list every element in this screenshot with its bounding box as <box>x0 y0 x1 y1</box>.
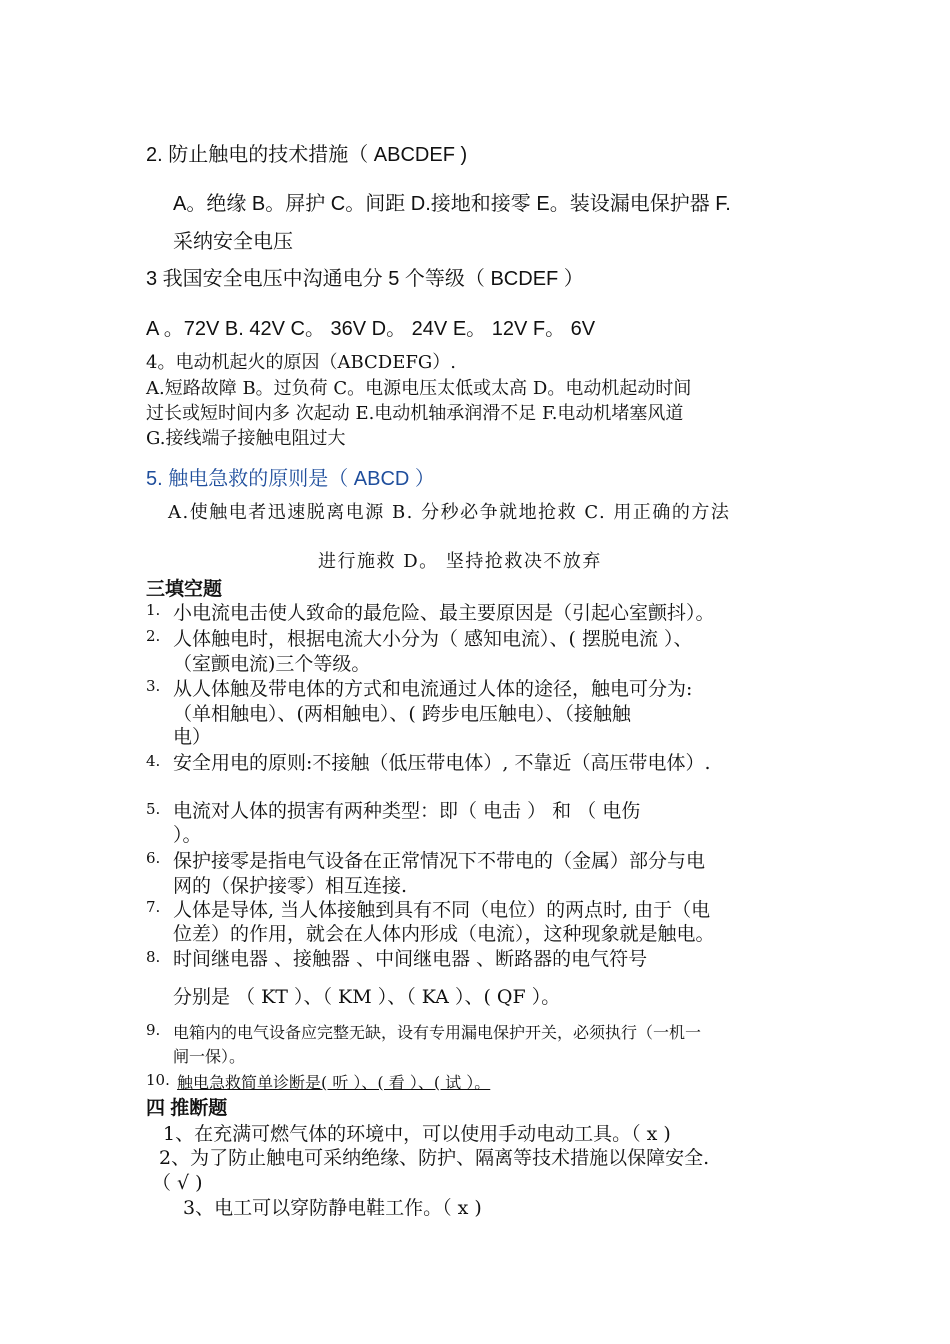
item-number: 2. <box>146 627 161 645</box>
q3-options: A 。72V B. 42V C。 36V D。 24V E。 12V F。 6V <box>146 318 596 340</box>
q4-line1: A.短路故障 B。过负荷 C。电源电压太低或太高 D。电动机起动时间 <box>146 378 692 399</box>
q5-line1: A.使触电者迅速脱离电源 B. 分秒必争就地抢救 C. 用正确的方法 <box>168 502 731 523</box>
q4-title: 4。电动机起火的原因（ABCDEFG）. <box>146 352 456 373</box>
item-text: 网的（保护接零）相互连接. <box>173 875 408 897</box>
item-text: 电流对人体的损害有两种类型：即（ 电击 ） 和 （ 电伤 <box>173 800 641 822</box>
q2-options-line1: A。绝缘 B。屏护 C。间距 D.接地和接零 E。装设漏电保护器 F. <box>173 193 731 215</box>
q2-options-line2: 采纳安全电压 <box>173 231 293 253</box>
item-text: 2、为了防止触电可采纳绝缘、防护、隔离等技术措施以保障安全. <box>159 1147 710 1169</box>
item-text: （ √ ) <box>152 1172 203 1194</box>
q4-line2: 过长或短时间内多 次起动 E.电动机轴承润滑不足 F.电动机堵塞风道 <box>146 403 684 424</box>
item-text: 分别是 （ KT ）、（ KM ）、（ KA ）、( QF ）。 <box>173 986 561 1008</box>
item-text: ）。 <box>173 824 202 846</box>
item-number: 3. <box>146 677 161 695</box>
item-number: 4. <box>146 752 161 770</box>
item-text: 触电急救简单诊断是( 听 ）、( 看 ）、( 试 ）。 <box>177 1073 491 1092</box>
item-text: 时间继电器 、接触器 、中间继电器 、断路器的电气符号 <box>173 948 648 970</box>
item-text: 小电流电击使人致命的最危险、最主要原因是（引起心室颤抖）。 <box>173 602 715 624</box>
item-text: 人体是导体, 当人体接触到具有不同（电位）的两点时, 由于（电 <box>173 899 711 921</box>
item-number: 5. <box>146 800 161 818</box>
item-text: 安全用电的原则:不接触（低压带电体）, 不靠近（高压带电体）. <box>173 752 711 774</box>
item-text: 3、电工可以穿防静电鞋工作。（ x ) <box>183 1197 482 1219</box>
item-text: 1、在充满可燃气体的环境中，可以使用手动电动工具。（ x ) <box>163 1123 671 1145</box>
section4-heading: 四 推断题 <box>146 1098 228 1119</box>
item-text: （室颤电流)三个等级。 <box>173 653 371 675</box>
item-number: 7. <box>146 898 161 916</box>
q3-title: 3 我国安全电压中沟通电分 5 个等级（ BCDEF ） <box>146 268 584 290</box>
q5-title: 5. 触电急救的原则是（ ABCD ） <box>146 468 435 490</box>
item-text: 保护接零是指电气设备在正常情况下不带电的（金属）部分与电 <box>173 850 706 872</box>
item-number: 6. <box>146 849 161 867</box>
item-text: 闸一保）。 <box>173 1047 246 1066</box>
item-text: 人体触电时，根据电流大小分为（ 感知电流）、( 摆脱电流 ）、 <box>173 628 693 650</box>
section3-heading: 三填空题 <box>146 579 223 600</box>
q5-line2: 进行施救 D。 坚持抢救决不放弃 <box>318 551 602 572</box>
item-number: 8. <box>146 948 161 966</box>
item-text: 电箱内的电气设备应完整无缺，设有专用漏电保护开关，必须执行（一机一 <box>173 1023 702 1042</box>
item-number: 1. <box>146 601 161 619</box>
item-number: 10. <box>146 1071 170 1089</box>
item-text: 电） <box>173 726 212 748</box>
item-text: 位差）的作用，就会在人体内形成（电流），这种现象就是触电。 <box>173 923 715 945</box>
item-number: 9. <box>146 1021 161 1039</box>
item-text: （单相触电）、(两相触电）、( 跨步电压触电）、（接触触 <box>173 703 631 725</box>
q2-title: 2. 防止触电的技术措施（ ABCDEF ) <box>146 144 468 166</box>
q4-line3: G.接线端子接触电阻过大 <box>146 428 346 449</box>
item-text: 从人体触及带电体的方式和电流通过人体的途径，触电可分为: <box>173 678 693 700</box>
